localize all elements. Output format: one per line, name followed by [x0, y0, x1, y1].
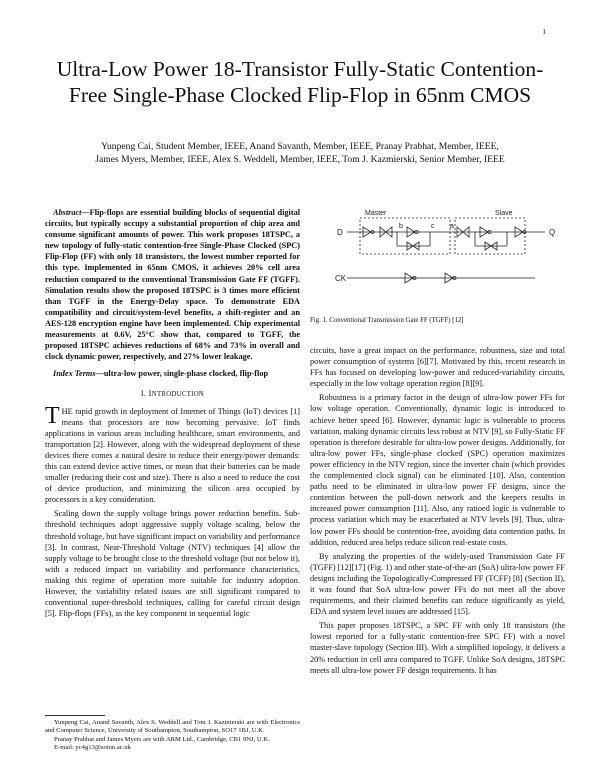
index-terms — [45, 368, 300, 379]
figure-label-a: a — [450, 223, 454, 230]
right-paragraph-1: Robustness is a primary factor in the design of ultra-low power FFs for low voltage operation. Conventionally, dynamic logic is introduced to achieve better speed [6]. However, dynamic logic is vulnerable to process variation, making dynamic circuits less robust at NTV [9], so Fully-Static FF operation is therefore desirable for ultra-low power designs. Additionally, for ultra-low power FFs, single-phase clocked (SPC) operation maximizes power efficiency in the NTV region, since the inverter chain (which provides the complemented clock signal) can be eliminated [10]. Also, contention paths need to be eliminated in ultra-low power FF designs, since the contention between the pull-down network and the keepers results in increased power consumption [11]. Also, any ratioed logic is vulnerable to process variation which may be exacerbated at NTV levels [9]. Thus, ultra-low power FFs should be contention-free, avoiding data contention paths. In addition, reduced area helps reduce silicon real-estate costs. — [310, 393, 565, 547]
figure-caption: Fig. 1. Conventional Transmission Gate FF (TGFF) [12] — [310, 317, 464, 324]
intro-paragraph-1 — [45, 402, 300, 506]
figure-label-b: b — [399, 223, 403, 230]
right-column — [310, 345, 565, 679]
footnote-rule — [45, 715, 105, 716]
section-heading-introduction — [45, 388, 300, 400]
figure-label-slave: Slave — [495, 210, 513, 217]
figure-label-master: Master — [365, 210, 387, 217]
authors-line-2: James Myers, Member, IEEE, Alex S. Weddell, Member, IEEE, Tom J. Kazmierski, Senior Member, IEEE — [95, 154, 505, 165]
slave-latch-box — [455, 218, 525, 254]
master-latch-box — [360, 218, 450, 254]
authors-line-1: Yunpeng Cai, Student Member, IEEE, Anand Savanth, Member, IEEE, Pranay Prabhat, Member, IEEE, — [101, 141, 499, 152]
figure-label-d: D — [337, 228, 343, 237]
figure-label-c: c — [431, 223, 435, 230]
left-column — [45, 207, 300, 622]
abstract-label: Abstract — [53, 208, 82, 217]
abstract-text: —Flip-flops are essential building blocks of sequential digital circuits, but typically occupy a substantial proportion of chip area and consume significant amounts of power. This work proposes 18TSPC, a new topology of fully-static contention-free Single-Phase Clocked (SPC) Flip-Flop (FF) with only 18 transistors, the lowest number reported for this type. Implemented in 65nm CMOS, it achieves 20% cell area reduction compared to the conventional Transmission Gate FF (TGFF). Simulation results show the proposed 18TSPC is 3 times more efficient than TGFF in the Energy-Delay space. To demonstrate EDA compatibility and circuit/system-level benefits, a shift-register and an AES-128 encryption engine have been implemented. Chip experimental measurements at 0.6V, 25°C show that, compared to TGFF, the proposed 18TSPC achieves reductions of 68% and 73% in overall and clock dynamic power, respectively, and 27% lower leakage. — [45, 208, 300, 362]
right-paragraph-2: By analyzing the properties of the widely-used Transmission Gate FF (TGFF) [12][17] (Fig. 1) and other state-of-the-art (SoA) ultra-low power FF designs including the Topologically-Compressed FF (TCFF) [8] (Section II), it was found that SoA ultra-low power FFs do not meet all the above requirements, and their claimed benefits can reduce significantly as yield, EDA and system level issues are addressed [15]. — [310, 551, 565, 617]
section-number: I. — [140, 389, 149, 399]
right-paragraph-3: This paper proposes 18TSPC, a SPC FF with only 18 transistors (the lowest reported for a fully-static contention-free SPC FF) with a novel master-slave topology (Section III). With a simplified topology, it delivers a 20% reduction in cell area compared to TGFF. Unlike SoA designs, 18TSPC meets all ultra-low power FF design requirements. It has — [310, 621, 565, 675]
figure-label-ck: CK — [335, 274, 347, 283]
intro-paragraph-1-text: HE rapid growth in deployment of Internet of Things (IoT) devices [1] means that processors are now becoming pervasive. IoT finds applications in various areas including healthcare, smart environments, and transportation [2]. However, along with the widespread deployment of these devices there comes a natural desire to reduce their energy/power demands: this can extend device active times, or mean that their batteries can be made smaller (reducing their cost and size). There is also a need to reduce the cost of device production, and minimizing the silicon area occupied by processors is a key consideration. — [45, 406, 300, 505]
page-number: 1 — [542, 27, 546, 36]
figure-label-q: Q — [549, 228, 556, 237]
intro-paragraph-2: Scaling down the supply voltage brings power reduction benefits. Sub-threshold techniques adopt aggressive supply voltage scaling, below the threshold voltage, but have significant impact on variability and performance [3]. In contrast, Near-Threshold Voltage (NTV) techniques [4] allow the supply voltage to be brought close to the threshold voltage (but not below it), with a reduced impact on variability and performance characteristics, making this regime of operation more suitable for industry adoption. However, the variability related issues are still significant compared to conventional super-threshold techniques, calling for careful circuit design [5]. Flip-flops (FFs), as the key component in sequential logic — [45, 509, 300, 619]
footnote-affiliation-1: Yunpeng Cai, Anand Savanth, Alex S. Weddell and Tom J. Kazmierski are with Electronics and Computer Science, University of Southampton, Southampton, SO17 1BJ, U.K. — [45, 719, 300, 735]
dropcap: T — [45, 402, 60, 429]
author-list — [40, 140, 560, 166]
paper-title: Ultra-Low Power 18-Transistor Fully-Static Contention-Free Single-Phase Clocked Flip-Flop in 65nm CMOS — [56, 57, 544, 107]
section-title-rest: NTRODUCTION — [151, 391, 205, 399]
index-terms-label: Index Terms — [53, 369, 96, 379]
figure-tgff-schematic — [335, 208, 565, 298]
footnote — [45, 715, 300, 753]
abstract — [45, 207, 300, 362]
footnote-email: E-mail: yc4g13@soton.ac.uk — [54, 744, 131, 752]
footnote-affiliation-2: Pranay Prabhat and James Myers are with ARM Ltd., Cambridge, CB1 9NJ, U.K. — [54, 735, 270, 743]
index-terms-text: —ultra-low power, single-phase clocked, flip-flop — [95, 369, 269, 379]
right-paragraph-0: circuits, have a great impact on the performance, robustness, size and total power consumption of systems [6][7]. Motivated by this, recent research in FFs has focused on developing low-power and reduced-variability circuits, especially in the low voltage operation region [8][9]. — [310, 346, 565, 389]
section-title-first: I — [148, 389, 152, 399]
